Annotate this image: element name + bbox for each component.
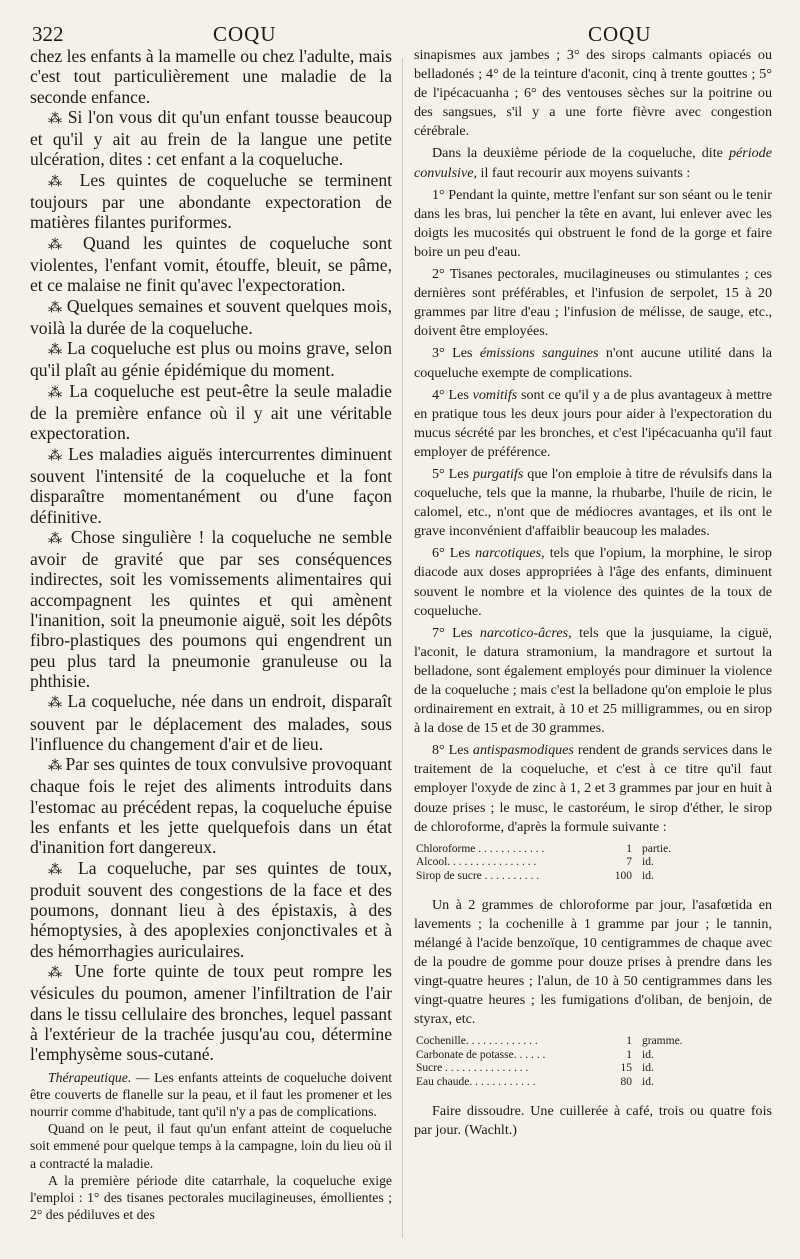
formula-table-chloroforme: [414, 843, 704, 884]
formula-table-cochenille: [414, 1035, 704, 1089]
paragraph: chez les enfants à la mamelle ou chez l'adulte, mais c'est tout particulièrement une maladie de la seconde enfance.: [30, 46, 392, 107]
asterism-icon: ⁂: [48, 342, 62, 359]
aphorism: ⁂ La coqueluche est peut-être la seule maladie de la première enfance où il y ait une véritable expectoration.: [30, 380, 392, 444]
formula-row: Cochenille. . . . . . . . . . . . . 1 gramme.: [416, 1035, 683, 1048]
paragraph: 4° Les vomitifs sont ce qu'il y a de plus avantageux à mettre en pratique tous les deux jours pour aider à l'expectoration du mucus sécrété par les bronches, et c'est l'ipécacuanha qu'il faut employer de préférence.: [414, 386, 772, 460]
asterism-icon: ⁂: [48, 110, 63, 127]
formula-row: Alcool. . . . . . . . . . . . . . . . 7 id.: [416, 856, 654, 869]
asterism-icon: ⁂: [48, 384, 63, 401]
paragraph: 1° Pendant la quinte, mettre l'enfant sur son séant ou le tenir dans les bras, lui pencher la tête en avant, lui enlever avec les doigts les mucosités qui obstruent le fond de la gorge et faire boire un peu d'eau.: [414, 186, 772, 260]
asterism-icon: ⁂: [48, 447, 63, 464]
formula-row: Carbonate de potasse. . . . . . 1 id.: [416, 1048, 654, 1061]
formula-row: Eau chaude. . . . . . . . . . . . 80 id.: [416, 1075, 654, 1088]
aphorism: ⁂ La coqueluche, par ses quintes de toux, produit souvent des congestions de la face et des poumons, donnant lieu à des épistaxis, à des hémoptysies, à des apoplexies conjonctivales et à des hémorrhagies auriculaires.: [30, 857, 392, 961]
aphorism: ⁂ Chose singulière ! la coqueluche ne semble avoir de gravité que par ses conséquences indirectes, soit les vomissements alimentaires qui accompagnent les quintes et qui amènent l'inanition, soit la pneumonie aiguë, soit les dépôts fibro-plastiques des poumons qui engendrent un peu plus tard la pneumonie granuleuse ou la phthisie.: [30, 526, 393, 691]
paragraph: 2° Tisanes pectorales, mucilagineuses ou stimulantes ; ces dernières sont préférables, et l'infusion de serpolet, 15 à 20 grammes par litre d'eau ; l'infusion de mélisse, de sauge, etc., doivent être employées.: [414, 266, 772, 340]
asterism-icon: ⁂: [48, 236, 70, 253]
asterism-icon: ⁂: [48, 965, 66, 982]
running-head-left: COQU: [213, 22, 277, 46]
therapeutique-paragraph: Thérapeutique. — Les enfants atteints de coqueluche doivent être couverts de flanelle sur la peau, et il faut les promener et les nourrir comme d'habitude, tant qu'il n'y a pas de complications.: [30, 1069, 392, 1119]
asterism-icon: ⁂: [48, 299, 62, 316]
asterism-icon: ⁂: [48, 861, 68, 878]
paragraph: 7° Les narcotico-âcres, tels que la jusquiame, la ciguë, l'aconit, le datura stramonium, la mandragore et surtout la belladone, sont également employés pour diminuer la violence de la coqueluche ; mais c'est la belladone qu'on emploie le plus ordinairement en extrait, à 10 et 25 milligrammes, ou en sirop à la dose de 15 et de 30 grammes.: [414, 624, 772, 737]
aphorism: ⁂ Les maladies aiguës intercurrentes diminuent souvent l'intensité de la coqueluche et la font disparaître momentanément ou d'une façon définitive.: [30, 443, 392, 527]
page-number: 322: [32, 22, 64, 46]
therapeutique-label: Thérapeutique.: [48, 1069, 132, 1085]
aphorism: ⁂ La coqueluche est plus ou moins grave, selon qu'il plaît au génie épidémique du moment.: [30, 338, 393, 381]
aphorism: ⁂ Par ses quintes de toux convulsive provoquant chaque fois le rejet des aliments introduits dans l'estomac au précédent repas, la coqueluche épuise les enfants et les jette quelquefois dans un état d'inanition fort dangereux.: [30, 754, 392, 858]
aphorism: ⁂ Si l'on vous dit qu'un enfant tousse beaucoup et qu'il y ait au frein de la langue une petite ulcération, dites : cet enfant a la coqueluche.: [30, 106, 393, 170]
aphorism: ⁂ Quelques semaines et souvent quelques mois, voilà la durée de la coqueluche.: [30, 295, 393, 338]
paragraph: 5° Les purgatifs que l'on emploie à titre de révulsifs dans la coqueluche, tels que la manne, la rhubarbe, l'huile de ricin, le calomel, etc., n'ont que de médiocres avantages, et ils ont le grave inconvénient d'affaiblir beaucoup les malades.: [414, 465, 772, 540]
formula-row: Sucre . . . . . . . . . . . . . . . 15 id.: [416, 1062, 654, 1075]
paragraph: 3° Les émissions sanguines n'ont aucune utilité dans la coqueluche exempte de complications.: [414, 345, 772, 381]
right-column: [414, 46, 772, 1143]
paragraph: Quand on le peut, il faut qu'un enfant atteint de coqueluche soit emmené pour quelque temps à la campagne, loin du lieu où il a contracté la maladie.: [30, 1121, 392, 1171]
asterism-icon: ⁂: [48, 758, 62, 775]
aphorism: ⁂ Les quintes de coqueluche se terminent toujours par une abondante expectoration de matières filantes puriformes.: [30, 169, 393, 233]
left-column: [30, 46, 392, 1223]
aphorism: ⁂ Quand les quintes de coqueluche sont violentes, l'enfant vomit, étouffe, bleuit, se pâme, et ce malaise ne finit qu'avec l'expectoration.: [30, 232, 393, 296]
running-head-right: COQU: [588, 22, 652, 46]
aphorism: ⁂ La coqueluche, née dans un endroit, disparaît souvent par le déplacement des malades, sous l'influence du changement d'air et de lieu.: [30, 691, 392, 754]
paragraph: sinapismes aux jambes ; 3° des sirops calmants opiacés ou belladonés ; 4° de la teinture d'aconit, cinq à trente gouttes ; 5° de l'ipécacuanha ; 6° des ventouses sèches sur la poitrine ou des sangsues, s'il y a une forte fièvre avec congestion cérébrale.: [414, 47, 772, 140]
asterism-icon: ⁂: [48, 173, 69, 190]
paragraph: Faire dissoudre. Une cuillerée à café, trois ou quatre fois par jour. (Wachlt.): [414, 1102, 772, 1138]
paragraph: Un à 2 grammes de chloroforme par jour, l'asafœtida en lavements ; la cochenille à 1 gramme par jour ; le tannin, mélangé à l'acide benzoïque, 10 centigrammes de chaque avec de la poudre de gomme pour douze prises à prendre dans les vingt-quatre heures ; l'alun, de 10 à 50 centigrammes dans les vingt-quatre heures ; les fumigations d'oliban, de benjoin, de styrax, etc.: [414, 896, 772, 1028]
asterism-icon: ⁂: [48, 695, 63, 712]
aphorism: ⁂ Une forte quinte de toux peut rompre les vésicules du poumon, amener l'infiltration de l'air dans le tissu cellulaire des bronches, lequel passant à l'extérieur de la trachée jusqu'au cou, détermine l'emphysème sous-cutané.: [30, 961, 392, 1065]
column-divider: [402, 58, 403, 1238]
formula-row: Chloroforme . . . . . . . . . . . . 1 partie.: [416, 842, 672, 855]
asterism-icon: ⁂: [48, 530, 64, 547]
paragraph: 6° Les narcotiques, tels que l'opium, la morphine, le sirop diacode aux doses appropriées à l'âge des enfants, diminuent souvent le nombre et la violence des quintes de la toux de coqueluche.: [414, 545, 772, 619]
paragraph: Dans la deuxième période de la coqueluche, dite période convulsive, il faut recourir aux moyens suivants :: [414, 145, 772, 181]
paragraph: A la première période dite catarrhale, la coqueluche exige l'emploi : 1° des tisanes pectorales mucilagineuses, émollientes ; 2° des pédiluves et des: [30, 1172, 392, 1223]
paragraph: 8° Les antispasmodiques rendent de grands services dans le traitement de la coqueluche, et c'est à ce titre qu'il faut employer l'oxyde de zinc à 1, 2 et 3 grammes par jour en huit à douze prises ; le musc, le castoréum, le sirop d'éther, le sirop de chloroforme, d'après la formule suivante :: [414, 742, 772, 835]
formula-row: Sirop de sucre . . . . . . . . . . 100 id.: [416, 869, 654, 882]
